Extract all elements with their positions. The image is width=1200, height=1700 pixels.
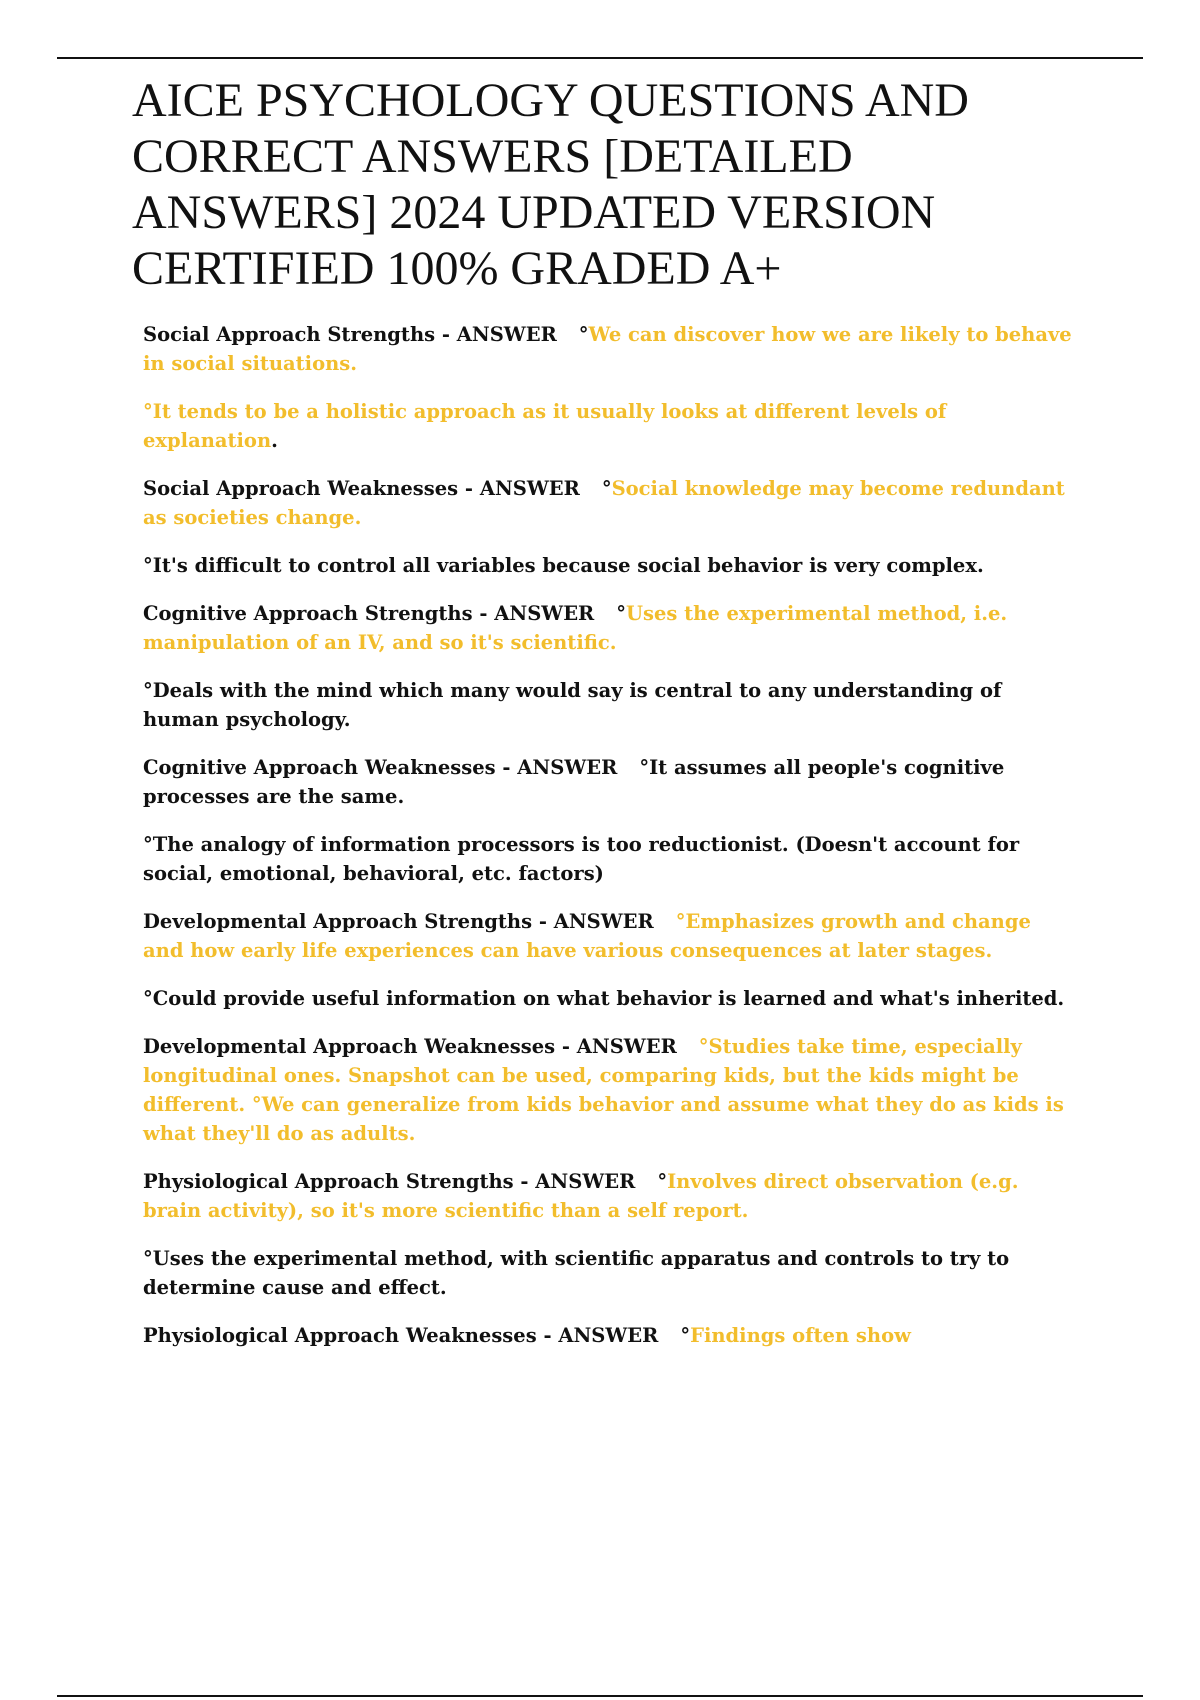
answer-text: Involves direct observation (e.g. brain activity), so it's more scientific than a self report. [143, 1170, 1019, 1222]
question-text: Cognitive Approach Weaknesses - ANSWER [143, 756, 618, 779]
answer-text: °Emphasizes growth and change and how early life experiences can have various consequences at later stages. [143, 910, 1031, 962]
qa-entry [143, 320, 1073, 378]
answer-bullet: ° [143, 400, 153, 423]
answer-bullet: ° [680, 1324, 691, 1347]
qa-content [143, 320, 1073, 1369]
title-line: CORRECT ANSWERS [DETAILED [132, 130, 853, 183]
qa-entry [143, 1321, 1073, 1350]
question-text: Physiological Approach Weaknesses - ANSWER [143, 1324, 659, 1347]
question-text: Cognitive Approach Strengths - ANSWER [143, 602, 595, 625]
answer-bullet: ° [578, 323, 589, 346]
answer-text: Uses the experimental method, i.e. manipulation of an IV, and so it's scientific. [143, 602, 1008, 654]
qa-entry [143, 474, 1073, 532]
question-text: Developmental Approach Strengths - ANSWER [143, 910, 654, 933]
answer-text: °Studies take time, especially longitudinal ones. Snapshot can be used, comparing kids, but the kids might be different. °We can generalize from kids behavior and assume what they do as kids is what they'll do as adults. [143, 1035, 1064, 1145]
title-line: CERTIFIED 100% GRADED A+ [132, 242, 782, 295]
qa-continuation: °It's difficult to control all variables because social behavior is very complex. [143, 554, 984, 577]
qa-continuation: °The analogy of information processors is too reductionist. (Doesn't account for social, emotional, behavioral, etc. factors) [143, 833, 1020, 885]
answer-bullet: ° [657, 1170, 668, 1193]
answer-text: We can discover how we are likely to behave in social situations. [143, 323, 1072, 375]
qa-continuation: °Uses the experimental method, with scientific apparatus and controls to try to determine cause and effect. [143, 1247, 1010, 1299]
qa-continuation [143, 397, 1073, 455]
question-text: Developmental Approach Weaknesses - ANSWER [143, 1035, 677, 1058]
answer-text: It tends to be a holistic approach as it usually looks at different levels of explanation [143, 400, 947, 452]
qa-continuation: °Could provide useful information on what behavior is learned and what's inherited. [143, 987, 1065, 1010]
qa-entry [143, 907, 1073, 965]
title-line: ANSWERS] 2024 UPDATED VERSION [132, 186, 936, 239]
answer-bullet: ° [616, 602, 627, 625]
answer-text: °It assumes all people's cognitive processes are the same. [143, 756, 1005, 808]
answer-tail: . [271, 429, 278, 452]
question-text: Social Approach Weaknesses - ANSWER [143, 477, 580, 500]
title-line: AICE PSYCHOLOGY QUESTIONS AND [132, 74, 969, 127]
qa-entry [143, 599, 1073, 657]
qa-entry [143, 1032, 1073, 1148]
bottom-rule [57, 1695, 1143, 1697]
answer-text: Social knowledge may become redundant as societies change. [143, 477, 1065, 529]
qa-continuation: °Deals with the mind which many would say is central to any understanding of human psychology. [143, 679, 1002, 731]
top-rule [57, 57, 1143, 59]
question-text: Physiological Approach Strengths - ANSWER [143, 1170, 636, 1193]
qa-entry [143, 753, 1073, 811]
question-text: Social Approach Strengths - ANSWER [143, 323, 557, 346]
document-title [132, 73, 1092, 297]
qa-entry [143, 1167, 1073, 1225]
answer-bullet: ° [601, 477, 612, 500]
answer-text: Findings often show [690, 1324, 911, 1347]
